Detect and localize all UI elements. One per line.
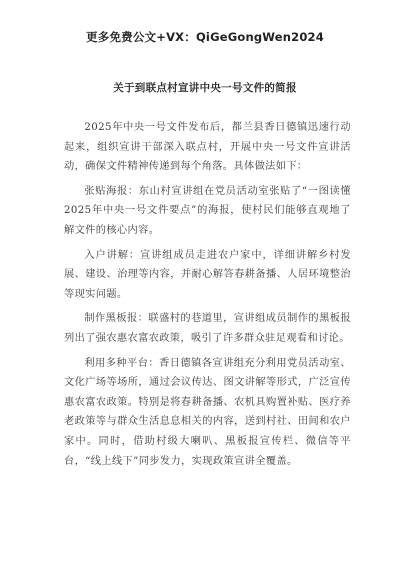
paragraph-home-visits: 入户讲解：宣讲组成员走进农户家中，详细讲解乡村发展、建设、治理等内容，并耐心解答春耕备播、人居环境整治等现实问题。 <box>64 249 351 300</box>
document-title: 关于到联点村宣讲中央一号文件的简报 <box>113 82 297 94</box>
paragraph-platforms: 利用多种平台：香日德镇各宣讲组充分利用党员活动室、文化广场等场所，通过会议传达、图文讲解等形式，广泛宣传惠农富农政策。特别是将春耕备播、农机具购置补贴、医疗养老政策等与群众生活息息相关的内容，送到村社、田间和农户家中。同时，借助村级大喇叭、黑板报宣传栏、微信等平台，“线上线下”同步发力，实现政策宣讲全覆盖。 <box>64 357 351 467</box>
paragraph-blackboard: 制作黑板报：联盛村的巷道里，宣讲组成员制作的黑板报列出了强农惠农富农政策，吸引了许多群众驻足观看和讨论。 <box>64 313 351 344</box>
header-watermark: 更多免费公文+VX：QiGeGongWen2024 <box>86 30 324 44</box>
paragraph-intro: 2025年中央一号文件发布后，都兰县香日德镇迅速行动起来，组织宣讲干部深入联点村，开展中央一号文件宣讲活动，确保文件精神传递到每个角落。具体做法如下： <box>64 122 351 173</box>
document-body <box>64 118 351 471</box>
paragraph-posters: 张贴海报：东山村宣讲组在党员活动室张贴了“一图读懂2025年中央一号文件要点”的海报，使村民们能够直观地了解文件的核心内容。 <box>64 185 351 236</box>
